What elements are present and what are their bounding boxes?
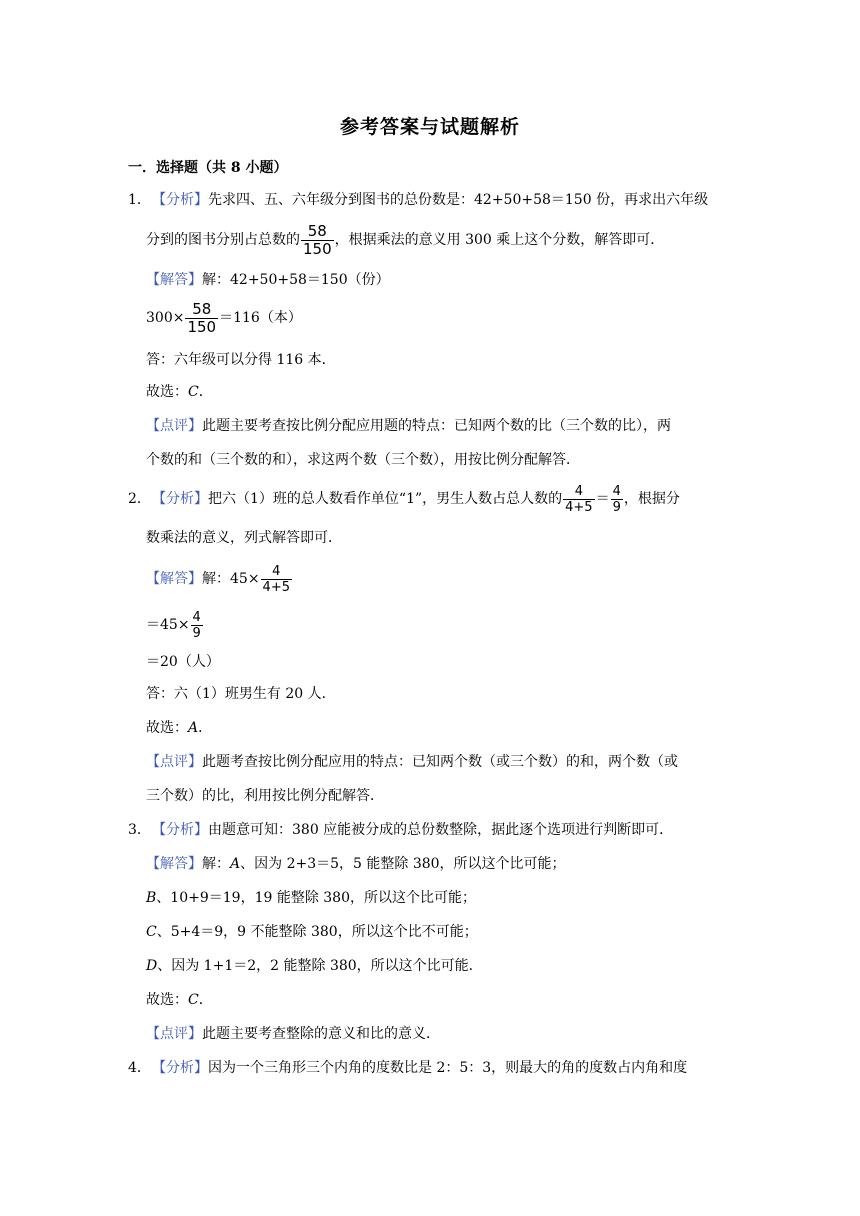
q2-number: 2． — [128, 491, 151, 507]
q3-option-a-text: 、因为 2+3＝5，5 能整除 380，所以这个比可能； — [240, 856, 566, 872]
q1-calc-a: 300× — [146, 310, 185, 326]
frac-denominator: 4+5 — [262, 579, 290, 595]
q2-reply: 答：六（1）班男生有 20 人． — [146, 686, 336, 702]
q2-analysis-line-1 — [128, 480, 680, 518]
analysis-tag: 【分析】 — [152, 1060, 208, 1076]
analysis-tag: 【分析】 — [152, 491, 208, 507]
q2-calc-2: ＝45× — [146, 617, 190, 633]
section-heading: 一．选择题（共 8 小题） — [128, 160, 288, 176]
equals-sign: ＝ — [595, 491, 610, 507]
comment-tag: 【点评】 — [146, 754, 202, 770]
comment-tag: 【点评】 — [146, 418, 202, 434]
q4-analysis-text: 因为一个三角形三个内角的度数比是 2：5：3，则最大的角的度数占内角和度 — [208, 1060, 688, 1076]
choice-letter: C — [188, 992, 199, 1008]
q2-calc-line-2 — [146, 606, 204, 644]
q2-answer-line — [146, 560, 293, 598]
q3-choice — [146, 990, 213, 1010]
q2-choice — [146, 718, 212, 738]
fraction-58-150 — [185, 301, 218, 336]
q1-answer-line — [146, 270, 390, 290]
answer-tag: 【解答】 — [146, 571, 202, 587]
frac-denominator: 9 — [612, 499, 621, 515]
choice-label: 故选： — [146, 720, 188, 736]
q1-answer-text: 解：42+50+58＝150（份） — [202, 272, 390, 288]
fraction-58-150 — [301, 223, 334, 258]
fraction-4-9 — [191, 610, 203, 641]
q2-comment-text-1: 此题考查按比例分配应用的特点：已知两个数（或三个数）的和，两个数（或 — [202, 754, 678, 770]
q1-analysis-text-2b: ，根据乘法的意义用 300 乘上这个分数，解答即可． — [334, 232, 665, 248]
q1-comment-text-1: 此题主要考查按比例分配应用题的特点：已知两个数的比（三个数的比），两 — [202, 418, 671, 434]
q1-analysis-line-2 — [146, 222, 664, 258]
option-letter-c: C — [146, 924, 157, 940]
q3-number: 3． — [128, 822, 151, 838]
q1-comment-line-1 — [146, 416, 671, 436]
q2-analysis-text-1a: 把六（1）班的总人数看作单位“1”，男生人数占总人数的 — [208, 491, 563, 507]
q2-analysis-line-2: 数乘法的意义，列式解答即可． — [146, 530, 342, 546]
q1-analysis-text-2a: 分到的图书分别占总数的 — [146, 232, 300, 248]
q4-analysis-line — [128, 1058, 687, 1078]
option-letter-a: A — [230, 856, 241, 872]
choice-end: ． — [198, 992, 213, 1008]
q2-answer-text: 解：45× — [202, 571, 260, 587]
q3-analysis-line — [128, 820, 673, 840]
option-letter-d: D — [146, 958, 158, 974]
choice-end: ． — [198, 720, 213, 736]
frac-denominator: 150 — [303, 239, 332, 258]
q1-reply: 答：六年级可以分得 116 本． — [146, 352, 336, 368]
q1-comment-line-2: 个数的和（三个数的和），求这两个数（三个数），用按比例分配解答． — [146, 452, 580, 468]
q2-calc-line-3: ＝20（人） — [146, 654, 220, 670]
q3-comment-text: 此题主要考查整除的意义和比的意义． — [202, 1026, 440, 1042]
frac-denominator: 9 — [192, 625, 201, 641]
q3-option-d-text: 、因为 1+1＝2，2 能整除 380，所以这个比可能． — [157, 958, 483, 974]
fraction-4-over-4plus5 — [563, 484, 594, 515]
q1-number: 1． — [128, 192, 151, 208]
q4-number: 4． — [128, 1060, 151, 1076]
fraction-4-over-4plus5 — [261, 564, 292, 595]
document-title: 参考答案与试题解析 — [339, 116, 520, 138]
q3-option-b — [146, 888, 476, 908]
q3-analysis-text: 由题意可知：380 应能被分成的总份数整除，据此逐个选项进行判断即可． — [208, 822, 674, 838]
comment-tag: 【点评】 — [146, 1026, 202, 1042]
q2-comment-line-2: 三个数）的比，利用按比例分配解答． — [146, 788, 384, 804]
q3-answer-prefix: 解： — [202, 856, 230, 872]
fraction-4-9 — [611, 484, 623, 515]
q1-calc-line — [146, 300, 302, 336]
q1-analysis-text-1: 先求四、五、六年级分到图书的总份数是：42+50+58＝150 份，再求出六年级 — [208, 192, 709, 208]
frac-numerator: 58 — [307, 221, 327, 240]
frac-numerator: 4 — [192, 609, 201, 625]
choice-label: 故选： — [146, 992, 188, 1008]
frac-denominator: 150 — [187, 317, 217, 336]
option-letter-b: B — [146, 890, 157, 906]
q3-comment-line — [146, 1024, 440, 1044]
q1-analysis-line-1 — [128, 190, 708, 210]
q1-calc-b: ＝116（本） — [219, 310, 302, 326]
frac-numerator: 58 — [192, 299, 212, 318]
choice-label: 故选： — [146, 384, 188, 400]
q2-comment-line-1 — [146, 752, 678, 772]
frac-numerator: 4 — [612, 483, 621, 499]
choice-end: ． — [198, 384, 213, 400]
q3-option-c-text: 、5+4＝9，9 不能整除 380，所以这个比不可能； — [156, 924, 478, 940]
analysis-tag: 【分析】 — [152, 822, 208, 838]
frac-numerator: 4 — [272, 563, 281, 579]
choice-letter: A — [188, 720, 199, 736]
q1-choice — [146, 382, 213, 402]
analysis-tag: 【分析】 — [152, 192, 208, 208]
frac-denominator: 4+5 — [565, 499, 593, 515]
frac-numerator: 4 — [574, 483, 583, 499]
q2-analysis-text-1b: ，根据分 — [623, 491, 680, 507]
q3-option-d — [146, 956, 483, 976]
answer-tag: 【解答】 — [146, 272, 202, 288]
q3-option-c — [146, 922, 478, 942]
choice-letter: C — [188, 384, 199, 400]
q3-option-b-text: 、10+9＝19，19 能整除 380，所以这个比可能； — [156, 890, 476, 906]
q3-answer-line — [146, 854, 566, 874]
answer-tag: 【解答】 — [146, 856, 202, 872]
